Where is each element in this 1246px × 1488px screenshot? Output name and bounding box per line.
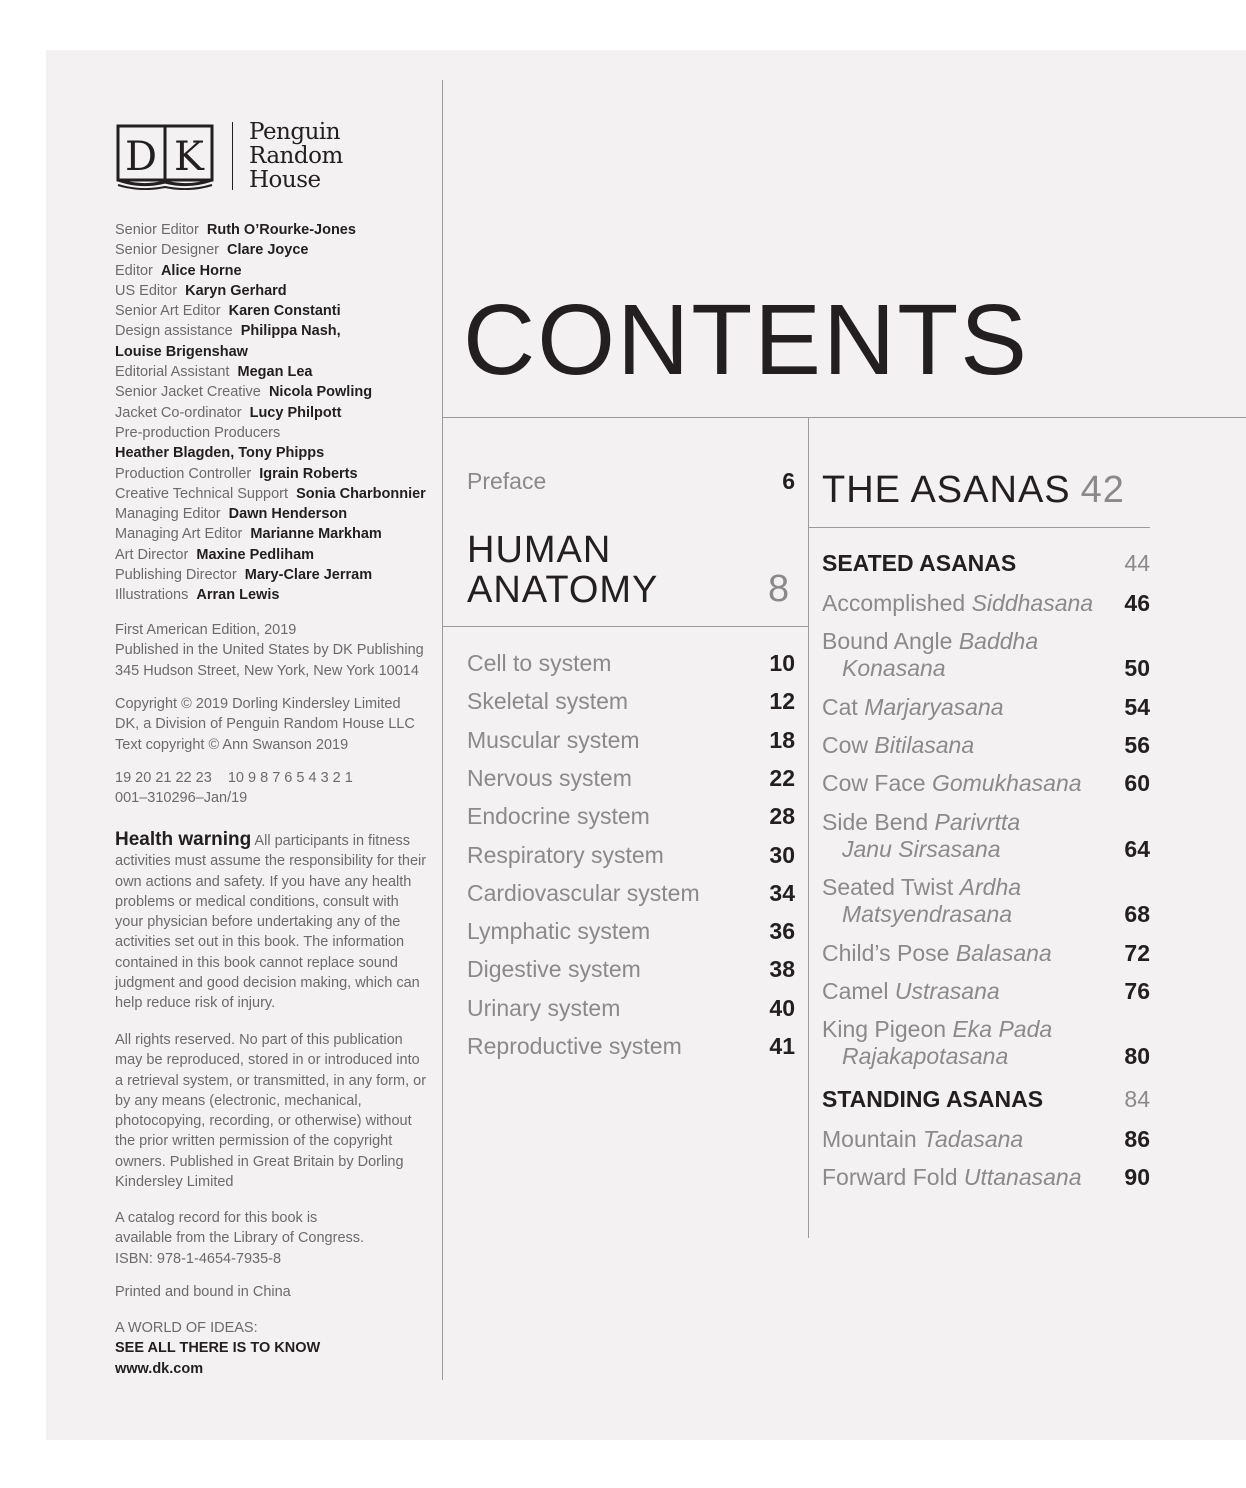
credit-name: Dawn Henderson [228,506,348,523]
asana-entry[interactable] [822,732,1150,759]
credit-row [115,261,435,281]
contents-column-divider [808,418,809,1238]
website-link[interactable]: www.dk.com [115,1360,204,1377]
credits-list [115,220,435,606]
toc-entry-label: Muscular system [467,726,640,753]
credit-row [115,220,435,240]
asana-sanskrit-name: Marjaryasana [864,693,1004,720]
heading-line: ANATOMY [467,569,659,611]
toc-entry-page: 41 [769,1033,795,1059]
credit-role: Creative Technical Support [115,485,289,502]
toc-entry-page: 6 [782,468,795,494]
credit-name: Louise Brigenshaw [115,343,248,360]
asana-sanskrit-name: Tadasana [923,1125,1024,1152]
credit-row [115,545,435,565]
toc-entry-page: 22 [769,764,795,791]
human-anatomy-page: 8 [768,568,790,610]
asana-page: 80 [1124,1043,1150,1070]
dk-d-letter: D [124,134,158,180]
toc-entry-label: Lymphatic system [467,918,651,945]
asana-sanskrit-cont: Rajakapotasana [842,1043,1009,1070]
print-code-line: 001–310296–Jan/19 [115,790,248,807]
dk-prh-logo [115,119,375,194]
publisher-line: Penguin [249,119,341,145]
toc-entry-label: Urinary system [467,994,621,1021]
credit-role: Senior Editor [115,222,199,238]
standing-asanas-heading [822,1086,1150,1113]
copyright-info [115,694,430,755]
credit-name: Mary-Clare Jerram [244,567,373,584]
edition-info [115,620,430,681]
toc-entry[interactable] [467,880,795,907]
credit-name: Ruth O’Rourke-Jones [206,222,356,238]
credit-role: Design assistance [115,323,233,340]
toc-entry-page: 40 [769,994,795,1021]
publisher-line: House [249,167,321,193]
sub-heading-text: SEATED ASANAS [822,550,1017,576]
credit-role: US Editor [115,282,178,299]
credit-role: Managing Editor [115,506,221,523]
asana-page: 56 [1124,732,1150,759]
asana-line [822,1016,1150,1043]
asana-entry[interactable] [822,694,1150,721]
toc-entry-label: Cell to system [467,650,612,676]
asanas-heading [822,465,1125,515]
toc-entry[interactable] [467,765,795,792]
credit-row [115,403,435,423]
credit-name: Igrain Roberts [259,465,358,482]
catalog-line: available from the Library of Congress. [115,1230,365,1247]
copyright-line: Copyright © 2019 Dorling Kindersley Limited [115,696,401,712]
asana-english-name: Cow [822,732,869,759]
asana-entry[interactable] [822,770,1150,797]
asana-english-name: Accomplished [822,590,966,616]
asana-sanskrit-name: Ardha [959,874,1022,901]
credit-name: Karen Constanti [228,303,341,320]
credit-row [115,484,435,504]
asanas-heading-text: THE ASANAS [822,469,1071,511]
anatomy-rule [442,626,808,627]
sub-heading-text: STANDING ASANAS [822,1085,1044,1112]
asana-english-name: Cow Face [822,770,926,797]
credit-row [115,585,435,605]
toc-entry-page: 36 [769,918,795,945]
credit-name: Philippa Nash, [240,323,341,340]
toc-entry[interactable] [467,803,795,830]
credit-role: Senior Designer [115,242,219,259]
credit-row [115,504,435,524]
asana-english-name: Child’s Pose [822,939,950,966]
asana-entry[interactable] [822,978,1150,1005]
toc-entry[interactable] [467,1033,795,1060]
heading-line: HUMAN [467,529,612,571]
human-anatomy-heading [467,530,658,610]
credit-row [115,342,435,362]
toc-entry-page: 30 [769,841,795,868]
tagline-line-2: SEE ALL THERE IS TO KNOW [115,1340,321,1357]
credit-name: Clare Joyce [227,242,309,259]
toc-entry-page: 12 [769,688,795,715]
asana-sanskrit-name: Bitilasana [874,732,975,759]
asana-page: 60 [1124,770,1150,797]
credit-row [115,443,435,463]
asana-entry[interactable] [822,809,1150,863]
toc-entry-label: Respiratory system [467,841,664,868]
asana-line [822,628,1150,655]
toc-entry[interactable] [467,995,795,1022]
toc-entry-page: 18 [769,726,795,753]
credit-role: Senior Art Editor [115,303,221,320]
asana-sanskrit-name: Baddha [958,628,1039,655]
contents-title: CONTENTS [463,284,1029,396]
toc-entry-page: 38 [769,956,795,983]
asana-page: 76 [1124,978,1150,1004]
credit-name: Maxine Pedliham [196,546,315,563]
credit-row [115,281,435,301]
edition-line: 345 Hudson Street, New York, New York 10014 [115,662,419,679]
asana-page: 68 [1124,901,1150,928]
credit-name: Sonia Charbonnier [296,485,426,502]
credit-role: Managing Art Editor [115,526,243,543]
toc-entry-label: Reproductive system [467,1033,682,1059]
credit-role: Editorial Assistant [115,364,230,381]
toc-entry-label: Preface [467,468,547,494]
toc-entry-label: Skeletal system [467,688,629,715]
copyright-line: DK, a Division of Penguin Random House LLC [115,716,415,733]
credit-name: Marianne Markham [250,526,382,543]
credit-row [115,464,435,484]
credit-row [115,240,435,260]
asana-sanskrit-cont: Janu Sirsasana [842,835,1001,862]
asana-english-name: Bound Angle [822,628,953,655]
asana-line [822,978,1150,1005]
catalog-info [115,1208,430,1269]
credit-role: Production Controller [115,465,252,482]
credit-role: Illustrations [115,587,189,604]
credit-row [115,524,435,544]
column-divider [442,80,443,1380]
print-run-line: 19 20 21 22 23 10 9 8 7 6 5 4 3 2 1 [115,770,353,786]
toc-entry[interactable] [467,918,795,945]
printed-line: Printed and bound in China [115,1284,291,1300]
toc-entry-label: Digestive system [467,956,641,983]
asana-line [822,809,1150,836]
catalog-line: A catalog record for this book is [115,1210,318,1226]
printed-in [115,1282,430,1302]
sub-heading-page: 44 [1124,550,1150,576]
asana-page: 46 [1124,590,1150,616]
asana-line [822,590,1150,617]
seated-asanas-heading [822,550,1150,577]
asana-sanskrit-name: Gomukhasana [931,770,1082,797]
credit-name: Megan Lea [237,364,313,381]
toc-entry-page: 34 [769,879,795,906]
asana-entry[interactable] [822,1126,1150,1153]
isbn-line: ISBN: 978-1-4654-7935-8 [115,1250,282,1267]
asana-english-name: Seated Twist [822,874,954,901]
asana-entry[interactable] [822,590,1150,617]
asana-english-name: King Pigeon [822,1016,947,1043]
toc-entry[interactable] [467,688,795,715]
asana-sanskrit-cont: Konasana [842,655,946,682]
credit-row [115,423,435,443]
asanas-rule [808,527,1150,528]
credit-role: Publishing Director [115,567,237,584]
printing-info [115,768,430,809]
asana-entry[interactable] [822,1164,1150,1191]
credit-name: Heather Blagden, Tony Phipps [115,445,325,462]
publisher-wordmark [249,120,343,192]
toc-entry[interactable] [467,956,795,983]
asana-entry[interactable] [822,874,1150,928]
asana-english-name: Mountain [822,1125,917,1152]
asana-page: 50 [1124,655,1150,682]
asana-line [822,694,1150,721]
toc-entry-label: Nervous system [467,764,632,791]
toc-entry[interactable] [467,842,795,869]
credit-row [115,362,435,382]
asana-line [822,940,1150,967]
toc-entry[interactable] [467,650,795,677]
asana-page: 54 [1124,693,1150,720]
publisher-line: Random [249,143,343,169]
credit-name: Arran Lewis [196,587,280,604]
credit-name: Alice Horne [160,262,242,279]
asana-entry[interactable] [822,1016,1150,1070]
dk-tagline [115,1318,320,1379]
asana-line [822,1126,1150,1153]
asana-page: 64 [1124,835,1150,862]
asana-english-name: Side Bend [822,808,929,835]
asana-english-name: Camel [822,978,889,1004]
health-warning [115,830,430,1014]
asana-entry[interactable] [822,940,1150,967]
rights-statement: All rights reserved. No part of this publication may be reproduced, stored in or introduced into a retrieval system, or transmitted, in any form, or by any means (electronic, mechanical, photocopying, recording, or otherwise) without the prior written permission of the copyright owners. Published in Great Britain by Dorling Kindersley Limited [115,1032,427,1191]
dk-k-letter: K [174,134,204,180]
credit-row [115,565,435,585]
asana-page: 86 [1124,1125,1150,1152]
edition-line: First American Edition, 2019 [115,622,297,638]
asana-entry[interactable] [822,628,1150,682]
asana-sanskrit-name: Siddhasana [971,590,1094,616]
dk-book-logo-icon [115,122,215,190]
toc-entry-preface[interactable] [467,468,795,495]
credit-name: Nicola Powling [268,384,373,401]
credit-role: Art Director [115,546,189,563]
asana-line [822,874,1150,901]
copyright-line: Text copyright © Ann Swanson 2019 [115,736,349,753]
credit-row [115,382,435,402]
credit-role: Jacket Co-ordinator [115,404,242,421]
toc-entry-page: 10 [769,650,795,676]
asana-line [822,732,1150,759]
asana-sanskrit-name: Eka Pada [952,1016,1053,1043]
sub-heading-page: 84 [1124,1085,1150,1112]
toc-entry[interactable] [467,727,795,754]
asana-sanskrit-name: Ustrasana [894,978,1000,1004]
toc-entry-label: Cardiovascular system [467,879,700,906]
credit-row [115,321,435,341]
asana-page: 90 [1124,1164,1150,1191]
credit-role: Editor [115,262,153,279]
credit-role: Senior Jacket Creative [115,384,261,401]
asana-sanskrit-name: Parivrtta [934,808,1021,835]
health-warning-heading: Health warning [115,829,252,850]
edition-line: Published in the United States by DK Publishing [115,642,424,659]
health-warning-text: All participants in fitness activities must assume the responsibility for their own actions and safety. If you have any health problems or medical conditions, consult with your physician before undertaking any of the activities set out in this book. The information contained in this book cannot replace sound judgment and good decision making, which can help reduce risk of injury. [115,833,427,1012]
toc-entry-label: Endocrine system [467,803,650,830]
credit-name: Karyn Gerhard [185,282,287,299]
asana-sanskrit-name: Balasana [955,939,1052,966]
contents-title-rule [442,417,1246,418]
tagline-line-1: A WORLD OF IDEAS: [115,1320,258,1336]
asana-english-name: Forward Fold [822,1164,958,1191]
asana-line [822,770,1150,797]
credit-role: Pre-production Producers [115,424,281,441]
asana-sanskrit-cont: Matsyendrasana [842,901,1013,928]
logo-divider [232,122,233,190]
credit-row [115,301,435,321]
asana-page: 72 [1124,939,1150,966]
credit-name: Lucy Philpott [249,404,342,421]
toc-entry-page: 28 [769,803,795,830]
asana-english-name: Cat [822,693,858,720]
asana-sanskrit-name: Uttanasana [963,1164,1082,1191]
asana-line [822,1164,1150,1191]
asanas-heading-page: 42 [1080,469,1125,511]
